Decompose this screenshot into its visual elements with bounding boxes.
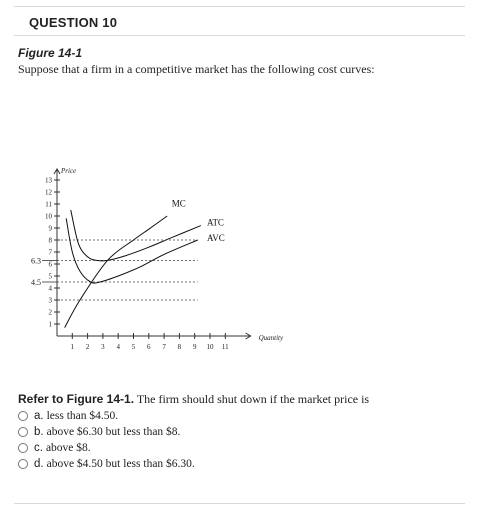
option-a[interactable]: [18, 408, 195, 424]
figure-title: Figure 14-1: [18, 46, 83, 60]
series-label-mc: MC: [171, 198, 186, 209]
option-c[interactable]: [18, 440, 195, 456]
y-tick-label: 5: [48, 272, 52, 281]
y-marked-level-label: 6.3: [31, 256, 41, 266]
option-text: above $8.: [45, 442, 91, 454]
y-tick-label: 3: [48, 296, 52, 305]
x-tick-label: 5: [131, 343, 136, 351]
option-text: above $4.50 but less than $6.30.: [46, 458, 195, 470]
y-tick-label: 11: [45, 200, 52, 209]
answer-options: [18, 408, 195, 472]
y-tick-label: 2: [48, 308, 52, 317]
x-tick-label: 9: [192, 343, 197, 351]
x-axis-title: Quantity: [258, 334, 284, 342]
option-letter: d.: [34, 458, 44, 470]
y-axis-title: Price: [61, 167, 77, 175]
x-tick-label: 10: [206, 343, 214, 351]
x-tick-label: 11: [221, 343, 229, 351]
option-d[interactable]: [18, 456, 195, 472]
option-letter: b.: [34, 426, 44, 438]
y-tick-label: 4: [48, 284, 52, 293]
series-label-atc: ATC: [206, 217, 224, 228]
option-letter: a.: [34, 410, 44, 422]
title-divider: [14, 35, 465, 36]
y-tick-label: 12: [45, 188, 52, 197]
chart-labels: [31, 167, 284, 351]
x-tick-label: 3: [101, 343, 105, 351]
x-tick-label: 7: [162, 343, 166, 351]
radio-button-b[interactable]: [18, 427, 28, 437]
series-label-avc: AVC: [206, 233, 225, 244]
radio-button-d[interactable]: [18, 459, 28, 469]
y-marked-level-label: 4.5: [31, 278, 41, 287]
curve-avc: [66, 218, 198, 283]
top-divider: [14, 6, 465, 7]
y-tick-label: 1: [48, 320, 52, 329]
y-tick-label: 13: [45, 176, 52, 185]
chart-curves: [65, 210, 201, 328]
x-tick-label: 2: [85, 343, 90, 351]
x-tick-label: 1: [70, 343, 75, 351]
y-tick-label: 10: [45, 212, 52, 221]
curve-atc: [71, 210, 201, 261]
prompt-text: The firm should shut down if the market price is: [134, 392, 370, 406]
option-text: less than $4.50.: [46, 410, 119, 422]
y-tick-label: 7: [48, 248, 52, 257]
y-tick-label: 8: [48, 236, 52, 245]
option-b[interactable]: [18, 424, 195, 440]
x-tick-label: 4: [116, 343, 120, 351]
radio-button-c[interactable]: [18, 443, 28, 453]
question-prompt: [18, 392, 369, 407]
radio-button-a[interactable]: [18, 411, 28, 421]
question-title: QUESTION 10: [29, 15, 118, 30]
figure-description: Suppose that a firm in a competitive market has the following cost curves:: [18, 62, 375, 76]
prompt-reference: Refer to Figure 14-1.: [18, 392, 135, 406]
x-tick-label: 6: [147, 343, 151, 351]
y-tick-label: 6: [48, 260, 52, 269]
x-tick-label: 8: [177, 343, 182, 351]
option-text: above $6.30 but less than $8.: [46, 426, 181, 438]
y-tick-label: 9: [48, 224, 52, 233]
bottom-divider: [14, 503, 465, 504]
cost-curve-chart: [0, 90, 320, 360]
option-letter: c.: [34, 442, 43, 454]
